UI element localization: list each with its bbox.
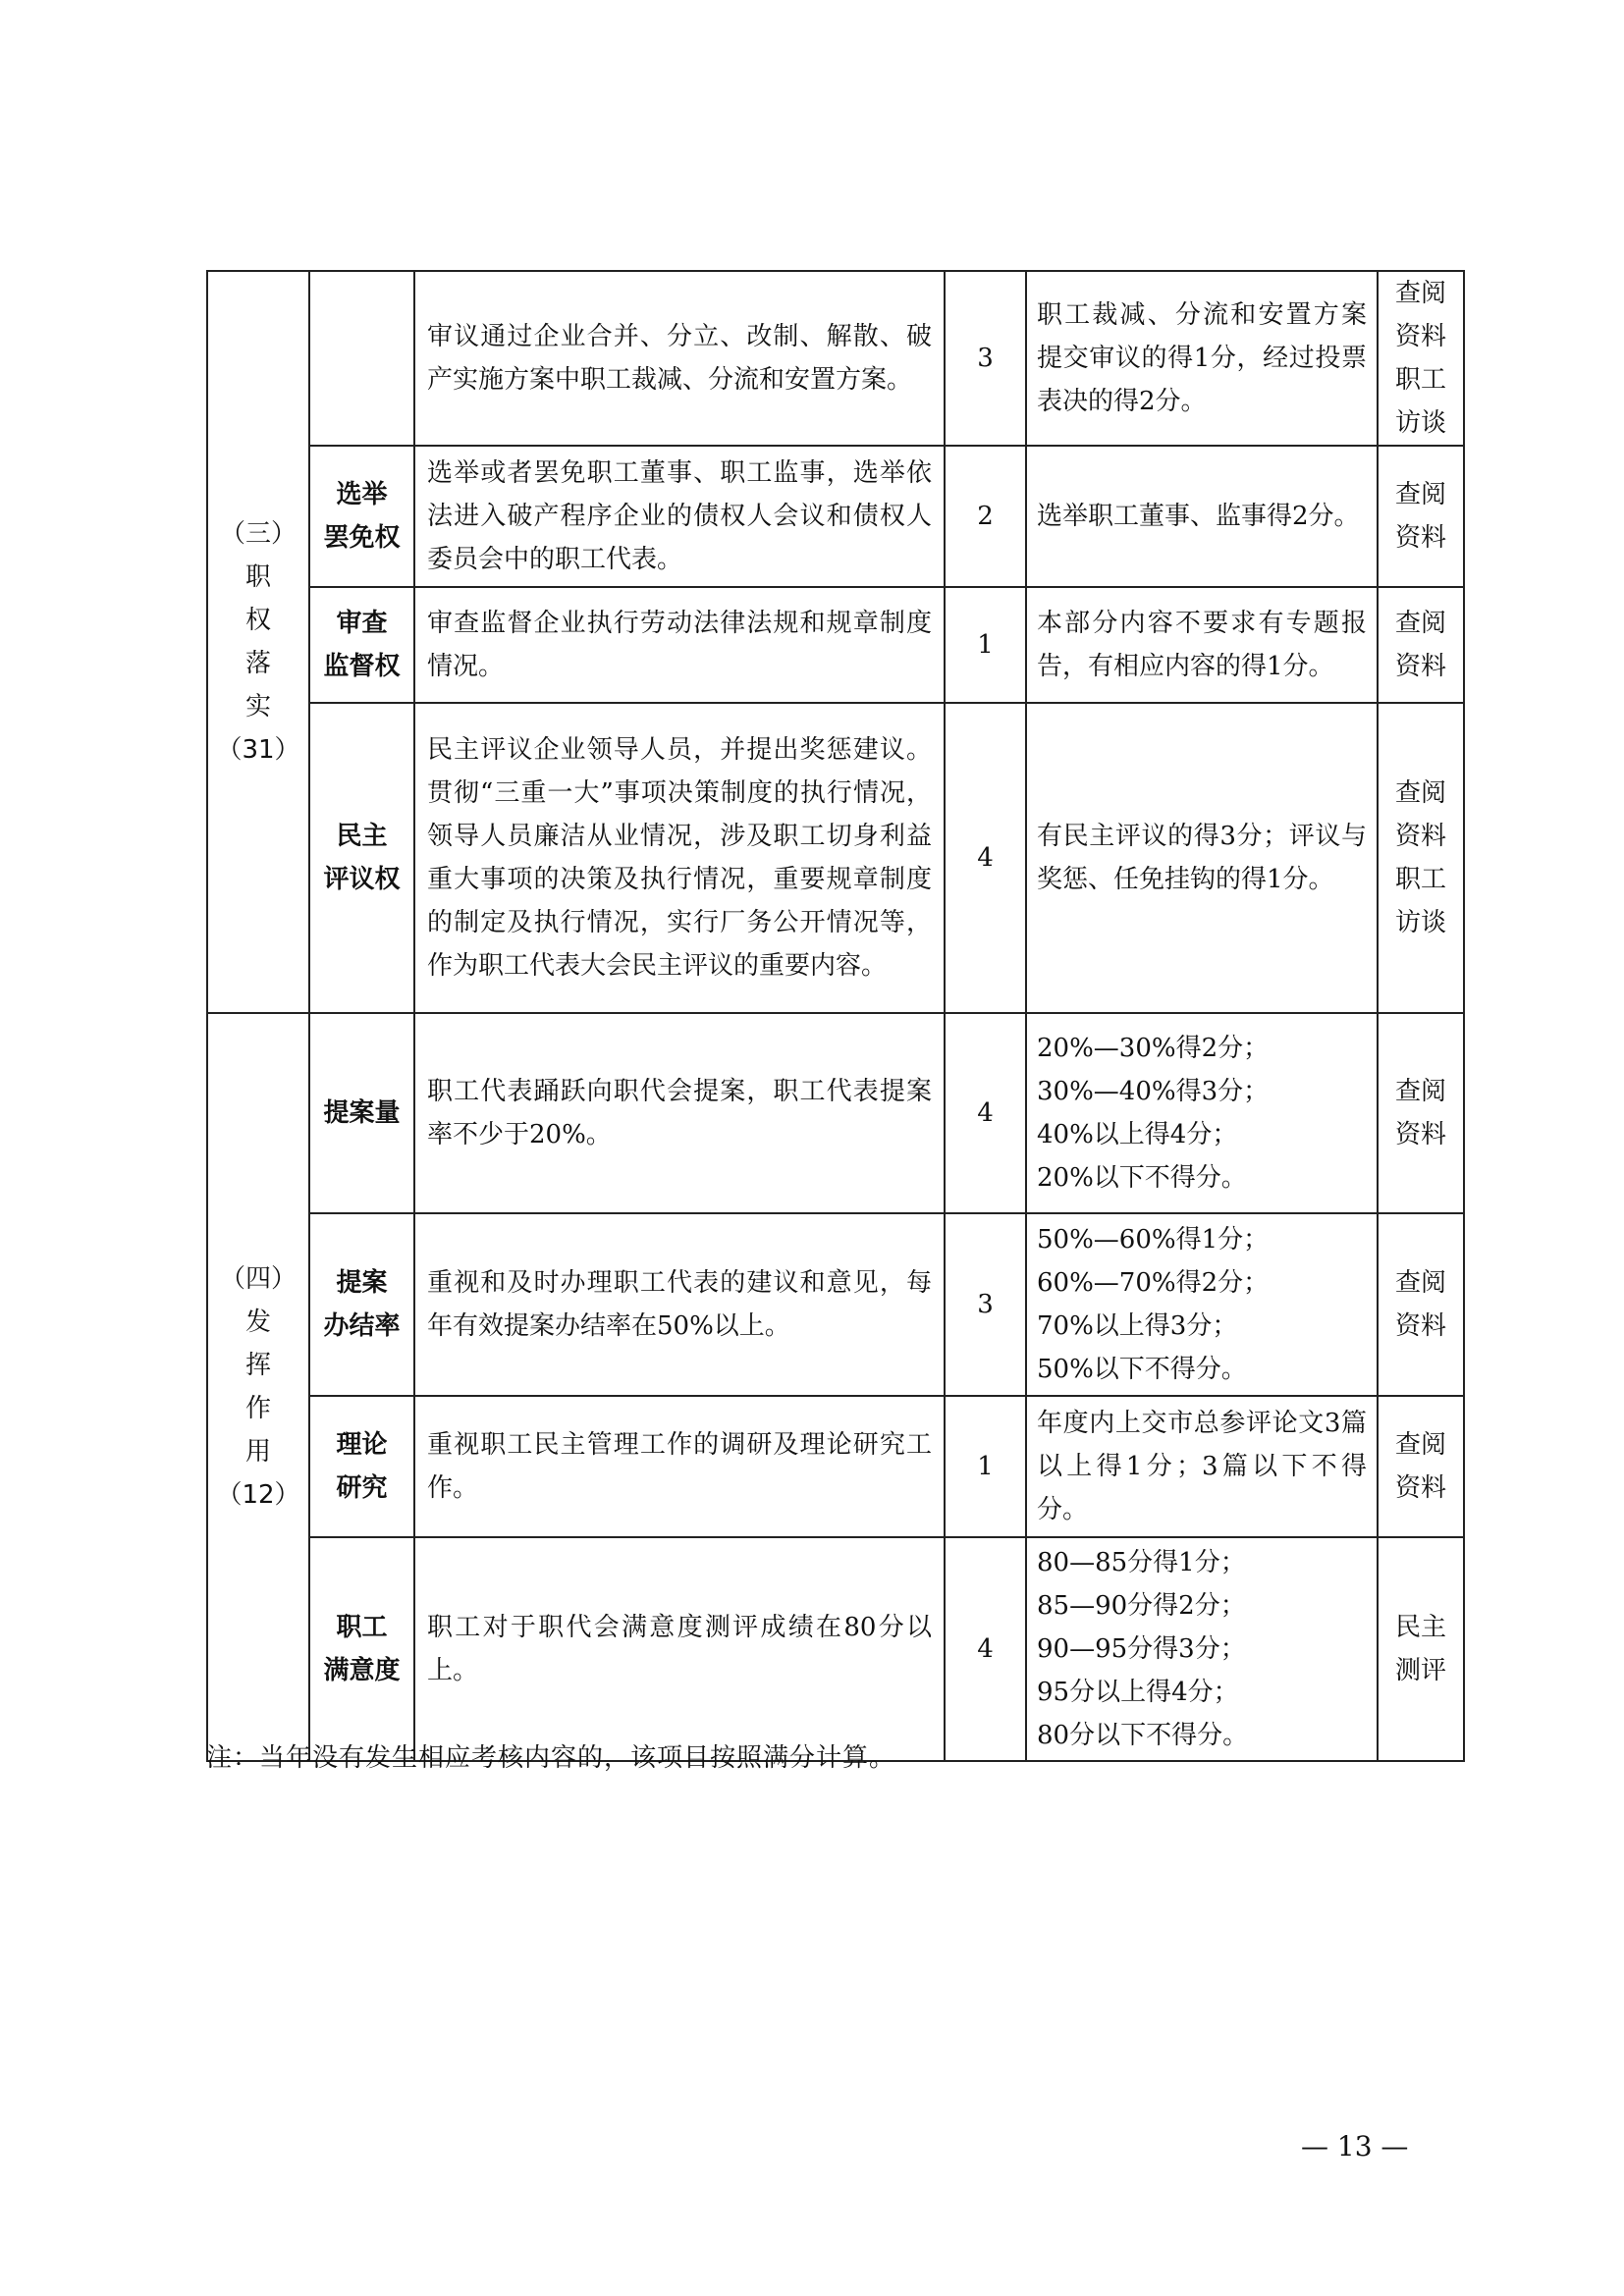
method-text: 民主 xyxy=(1394,1613,1446,1642)
method-cell xyxy=(1378,1537,1464,1761)
category-text: 权 xyxy=(244,606,271,635)
rule-line: 50%以下不得分。 xyxy=(1037,1355,1247,1384)
score-cell: 3 xyxy=(945,271,1026,446)
rule-cell xyxy=(1026,1013,1378,1213)
rule-line: 30%—40%得3分； xyxy=(1037,1077,1270,1106)
rule-cell xyxy=(1026,446,1378,587)
method-text: 资料 xyxy=(1394,523,1446,553)
category-cell xyxy=(207,271,309,1013)
method-text: 职工 xyxy=(1394,865,1446,894)
rule-cell xyxy=(1026,271,1378,446)
description-cell: 民主评议企业领导人员，并提出奖惩建议。贯彻“三重一大”事项决策制度的执行情况，领导人员廉洁从业情况，涉及职工切身利益重大事项的决策及执行情况，重要规章制度的制定及执行情况，实行厂务公开情况等，作为职工代表大会民主评议的重要内容。 xyxy=(414,703,945,1013)
item-cell xyxy=(309,271,414,446)
item-text: 审查 xyxy=(336,609,388,638)
rule-cell xyxy=(1026,1213,1378,1396)
method-text: 资料 xyxy=(1394,822,1446,851)
method-cell xyxy=(1378,446,1464,587)
table-row xyxy=(207,587,1464,703)
rule-line: 选举职工董事、监事得2分。 xyxy=(1037,502,1360,531)
rule-line: 年度内上交市总参评论文3篇以上得1分；3篇以下不得分。 xyxy=(1037,1409,1367,1524)
category-text: （12） xyxy=(216,1480,300,1510)
table-note: 注：当年没有发生相应考核内容的，该项目按照满分计算。 xyxy=(206,1743,896,1773)
table-row xyxy=(207,1396,1464,1537)
category-text: （四） xyxy=(219,1264,297,1294)
description-cell: 职工代表踊跃向职代会提案，职工代表提案率不少于20%。 xyxy=(414,1013,945,1213)
rule-line: 20%—30%得2分； xyxy=(1037,1034,1270,1063)
item-text: 罢免权 xyxy=(323,523,401,553)
category-text: 职 xyxy=(244,562,271,592)
item-text: 满意度 xyxy=(323,1656,401,1685)
method-text: 查阅 xyxy=(1394,1077,1446,1106)
item-cell xyxy=(309,446,414,587)
description-cell: 职工对于职代会满意度测评成绩在80分以上。 xyxy=(414,1537,945,1761)
table-row xyxy=(207,1537,1464,1761)
rule-line: 85—90分得2分； xyxy=(1037,1591,1246,1621)
score-cell: 2 xyxy=(945,446,1026,587)
description-cell: 审议通过企业合并、分立、改制、解散、破产实施方案中职工裁减、分流和安置方案。 xyxy=(414,271,945,446)
rule-line: 80—85分得1分； xyxy=(1037,1548,1246,1577)
description-cell: 审查监督企业执行劳动法律法规和规章制度情况。 xyxy=(414,587,945,703)
score-cell: 1 xyxy=(945,1396,1026,1537)
item-text: 评议权 xyxy=(323,865,401,894)
item-cell xyxy=(309,1213,414,1396)
rule-line: 90—95分得3分； xyxy=(1037,1634,1246,1664)
method-text: 资料 xyxy=(1394,1120,1446,1149)
rule-line: 本部分内容不要求有专题报告，有相应内容的得1分。 xyxy=(1037,609,1367,681)
method-text: 职工 xyxy=(1394,365,1446,395)
method-text: 查阅 xyxy=(1394,480,1446,509)
item-text: 监督权 xyxy=(323,652,401,681)
rule-cell xyxy=(1026,1537,1378,1761)
item-text: 提案量 xyxy=(323,1098,401,1128)
table-row xyxy=(207,1013,1464,1213)
rule-line: 40%以上得4分； xyxy=(1037,1120,1238,1149)
method-text: 访谈 xyxy=(1394,408,1446,438)
method-cell xyxy=(1378,1396,1464,1537)
method-text: 查阅 xyxy=(1394,778,1446,808)
page-number: — 13 — xyxy=(1301,2130,1409,2163)
rule-line: 有民主评议的得3分；评议与奖惩、任免挂钩的得1分。 xyxy=(1037,822,1367,894)
table-row xyxy=(207,1213,1464,1396)
category-text: 挥 xyxy=(244,1351,271,1380)
item-text: 民主 xyxy=(336,822,388,851)
rule-cell xyxy=(1026,587,1378,703)
item-text: 理论 xyxy=(336,1430,388,1460)
method-text: 查阅 xyxy=(1394,609,1446,638)
score-cell: 4 xyxy=(945,703,1026,1013)
category-text: 发 xyxy=(244,1308,271,1337)
description-cell: 选举或者罢免职工董事、职工监事，选举依法进入破产程序企业的债权人会议和债权人委员会中的职工代表。 xyxy=(414,446,945,587)
method-text: 测评 xyxy=(1394,1656,1446,1685)
method-cell xyxy=(1378,1013,1464,1213)
category-text: 实 xyxy=(244,692,271,721)
item-cell xyxy=(309,1396,414,1537)
category-text: （31） xyxy=(216,735,300,765)
item-text: 提案 xyxy=(336,1268,388,1298)
item-cell xyxy=(309,1537,414,1761)
item-text: 职工 xyxy=(336,1613,388,1642)
category-text: （三） xyxy=(219,519,297,549)
rule-line: 职工裁减、分流和安置方案提交审议的得1分，经过投票表决的得2分。 xyxy=(1037,300,1367,416)
category-text: 作 xyxy=(244,1394,271,1423)
rule-line: 60%—70%得2分； xyxy=(1037,1268,1270,1298)
item-cell xyxy=(309,703,414,1013)
description-cell: 重视和及时办理职工代表的建议和意见，每年有效提案办结率在50%以上。 xyxy=(414,1213,945,1396)
method-text: 资料 xyxy=(1394,322,1446,351)
score-cell: 3 xyxy=(945,1213,1026,1396)
category-text: 用 xyxy=(244,1437,271,1467)
rule-line: 95分以上得4分； xyxy=(1037,1678,1239,1707)
method-text: 查阅 xyxy=(1394,1268,1446,1298)
item-text: 办结率 xyxy=(323,1311,401,1341)
table-row xyxy=(207,271,1464,446)
score-cell: 4 xyxy=(945,1537,1026,1761)
method-text: 资料 xyxy=(1394,652,1446,681)
table-row xyxy=(207,446,1464,587)
item-cell xyxy=(309,1013,414,1213)
item-text: 选举 xyxy=(336,480,388,509)
rule-line: 70%以上得3分； xyxy=(1037,1311,1238,1341)
score-cell: 1 xyxy=(945,587,1026,703)
assessment-table xyxy=(206,270,1465,1762)
category-text: 落 xyxy=(244,649,271,678)
rule-line: 50%—60%得1分； xyxy=(1037,1225,1270,1255)
rule-line: 20%以下不得分。 xyxy=(1037,1163,1247,1193)
method-cell xyxy=(1378,271,1464,446)
rule-line: 80分以下不得分。 xyxy=(1037,1721,1249,1750)
description-cell: 重视职工民主管理工作的调研及理论研究工作。 xyxy=(414,1396,945,1537)
method-text: 资料 xyxy=(1394,1311,1446,1341)
method-text: 查阅 xyxy=(1394,1430,1446,1460)
score-cell: 4 xyxy=(945,1013,1026,1213)
method-cell xyxy=(1378,1213,1464,1396)
method-text: 资料 xyxy=(1394,1473,1446,1503)
method-text: 查阅 xyxy=(1394,279,1446,308)
item-cell xyxy=(309,587,414,703)
rule-cell xyxy=(1026,1396,1378,1537)
table-row xyxy=(207,703,1464,1013)
method-cell xyxy=(1378,703,1464,1013)
rule-cell xyxy=(1026,703,1378,1013)
item-text: 研究 xyxy=(336,1473,388,1503)
method-cell xyxy=(1378,587,1464,703)
method-text: 访谈 xyxy=(1394,908,1446,937)
category-cell xyxy=(207,1013,309,1761)
